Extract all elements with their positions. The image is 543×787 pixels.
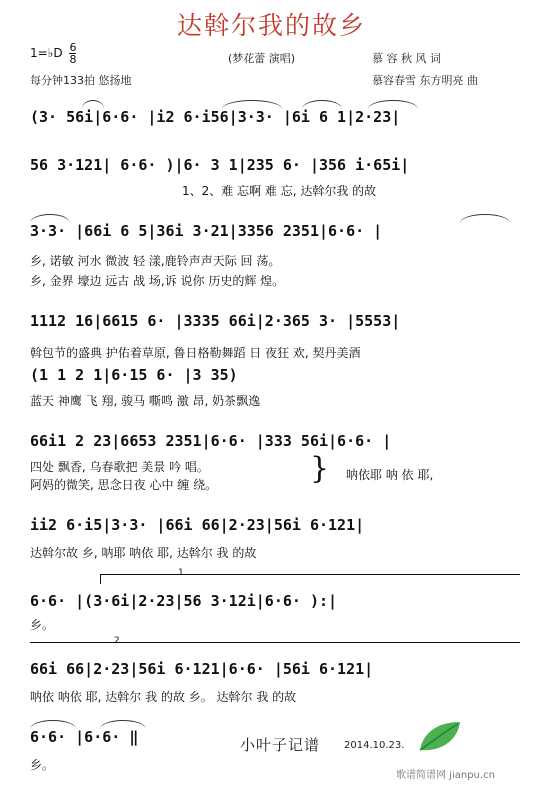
slur-mark (100, 720, 146, 729)
lyrics-brace: } (310, 451, 330, 486)
transcriber-signature: 小叶子记谱 (240, 736, 321, 754)
notation-row-6: 66i1 2 23|6653 2351|6·6· |333 56i|6·6· | (30, 432, 392, 450)
key-note: ♭D (47, 46, 63, 60)
volta-bracket-1-start (100, 574, 101, 584)
composer: 慕容春雪 东方明亮 曲 (372, 74, 478, 87)
notation-row-8: 6·6· |(3·6i|2·23|56 3·12i|6·6· ):| (30, 592, 338, 610)
lyrics-row-6-line-1: 四处 飘香, 乌春歌把 美景 吟 唱。 (30, 460, 209, 474)
notation-row-10: 6·6· |6·6· ‖ (30, 728, 139, 746)
tempo-marking: 每分钟133拍 悠扬地 (30, 74, 132, 87)
volta-bracket-1 (100, 574, 520, 575)
time-signature-top: 6 (69, 41, 77, 54)
volta-number-2: 2 (114, 636, 120, 646)
notation-row-9: 66i 66|2·23|56i 6·121|6·6· |56i 6·121| (30, 660, 374, 678)
lyrics-row-10-line-1: 乡。 (30, 758, 55, 772)
leaf-icon (414, 718, 464, 756)
lyrics-row-2-line-1: 1、2、难 忘啊 难 忘, 达斡尔我 的故 (182, 184, 377, 198)
slur-mark (368, 100, 418, 109)
site-watermark: 歌谱简谱网 jianpu.cn (396, 770, 495, 781)
lyrics-row-8-line-1: 乡。 (30, 618, 55, 632)
song-title: 达斡尔我的故乡 (176, 11, 366, 40)
time-signature-bottom: 8 (69, 53, 77, 66)
slur-mark (222, 100, 282, 109)
lyrics-row-5-line-1: 蓝天 神鹰 飞 翔, 骏马 嘶鸣 激 昂, 奶茶飘逸 (30, 394, 261, 408)
slur-mark (302, 100, 342, 109)
lyrics-row-6-line-2: 阿妈的微笑, 思念日夜 心中 缠 绕。 (30, 478, 218, 492)
performer: (梦花蕾 演唱) (228, 52, 296, 65)
notation-row-7: ii2 6·i5|3·3· |66i 66|2·23|56i 6·121| (30, 516, 365, 534)
key-label: 1= (30, 46, 48, 60)
volta-bracket-2 (30, 642, 520, 643)
lyrics-row-3-line-2: 乡, 金界 壕边 远古 战 场,诉 说你 历史的辉 煌。 (30, 274, 285, 288)
lyrics-row-3-line-1: 乡, 诺敏 河水 微波 轻 漾,鹿铃声声天际 回 荡。 (30, 254, 281, 268)
transcription-date: 2014.10.23. (344, 740, 405, 751)
slur-mark (82, 100, 104, 109)
lyricist: 慕 容 秋 风 词 (372, 52, 441, 65)
lyrics-row-7-line-1: 达斡尔故 乡, 呐耶 呐依 耶, 达斡尔 我 的故 (30, 546, 257, 560)
slur-mark (30, 214, 70, 223)
notation-row-2: 56 3·121| 6·6· )|6· 3 1|235 6· |356 i·65i| (30, 156, 410, 174)
notation-row-1: (3· 56i|6·6· |i2 6·i56|3·3· |6i 6 1|2·23| (30, 108, 401, 126)
slur-mark (460, 214, 510, 223)
notation-row-5: (1 1 2 1|6·15 6· |3 35) (30, 366, 238, 384)
time-signature (69, 42, 76, 65)
lyrics-row-4-line-1: 斡包节的盛典 护佑着草原, 鲁日格勒舞蹈 日 夜狂 欢, 契丹美酒 (30, 346, 361, 360)
key-signature (30, 42, 76, 65)
volta-number-1: 1 (178, 568, 184, 578)
notation-row-4: 1112 16|6615 6· |3335 66i|2·365 3· |5553| (30, 312, 401, 330)
side-lyric: 呐依耶 呐 依 耶, (346, 468, 434, 482)
lyrics-row-9-line-1: 呐依 呐依 耶, 达斡尔 我 的故 乡。 达斡尔 我 的故 (30, 690, 297, 704)
notation-row-3: 3·3· |66i 6 5|36i 3·21|3356 2351|6·6· | (30, 222, 383, 240)
slur-mark (30, 720, 76, 729)
